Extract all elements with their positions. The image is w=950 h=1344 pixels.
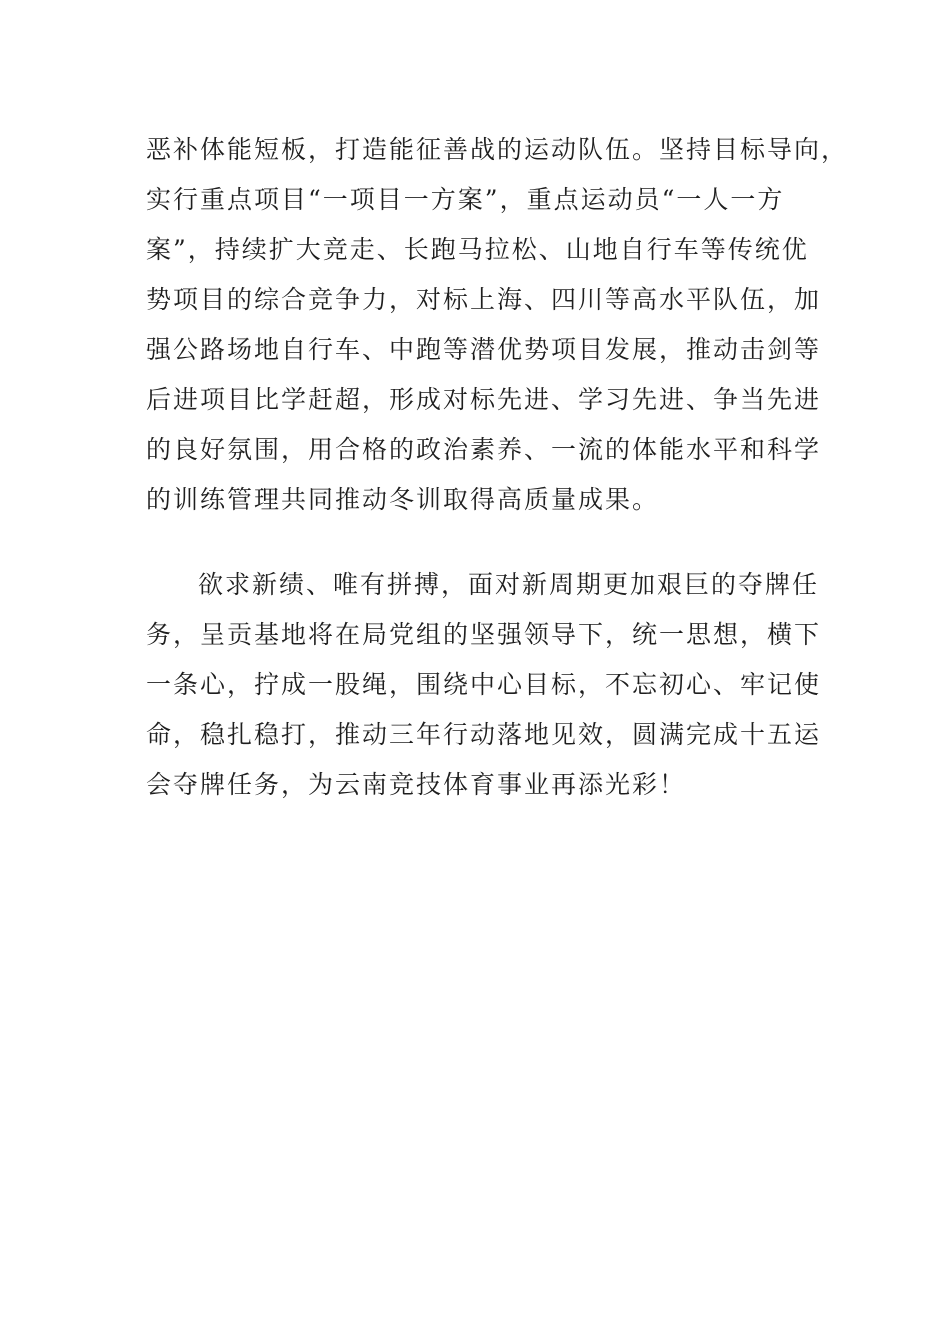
paragraph-1-line-4: 势项目的综合竞争力，对标上海、四川等高水平队伍，加 <box>146 285 822 314</box>
paragraph-1-line-7: 的良好氛围，用合格的政治素养、一流的体能水平和科学 <box>146 435 822 464</box>
paragraph-1-line-2: 实行重点项目“一项目一方案”，重点运动员“一人一方 <box>146 185 785 214</box>
paragraph-2-line-1: 欲求新绩、唯有拼搏，面对新周期更加艰巨的夺牌任 <box>198 570 820 599</box>
paragraph-1-line-6: 后进项目比学赶超，形成对标先进、学习先进、争当先进 <box>146 385 822 414</box>
paragraph-2-line-2: 务，呈贡基地将在局党组的坚强领导下，统一思想，横下 <box>146 620 822 649</box>
paragraph-2-line-4: 命，稳扎稳打，推动三年行动落地见效，圆满完成十五运 <box>146 720 822 749</box>
paragraph-1-line-3: 案”，持续扩大竞走、长跑马拉松、山地自行车等传统优 <box>146 235 809 264</box>
paragraph-1 <box>146 125 849 525</box>
paragraph-2-line-5: 会夺牌任务，为云南竞技体育事业再添光彩！ <box>146 770 687 799</box>
paragraph-1-line-8: 的训练管理共同推动冬训取得高质量成果。 <box>146 485 660 514</box>
paragraph-2-line-3: 一条心，拧成一股绳，围绕中心目标，不忘初心、牢记使 <box>146 670 822 699</box>
paragraph-2 <box>146 560 826 810</box>
paragraph-1-line-5: 强公路场地自行车、中跑等潜优势项目发展，推动击剑等 <box>146 335 822 364</box>
paragraph-1-line-1: 恶补体能短板，打造能征善战的运动队伍。坚持目标导向， <box>146 135 849 164</box>
